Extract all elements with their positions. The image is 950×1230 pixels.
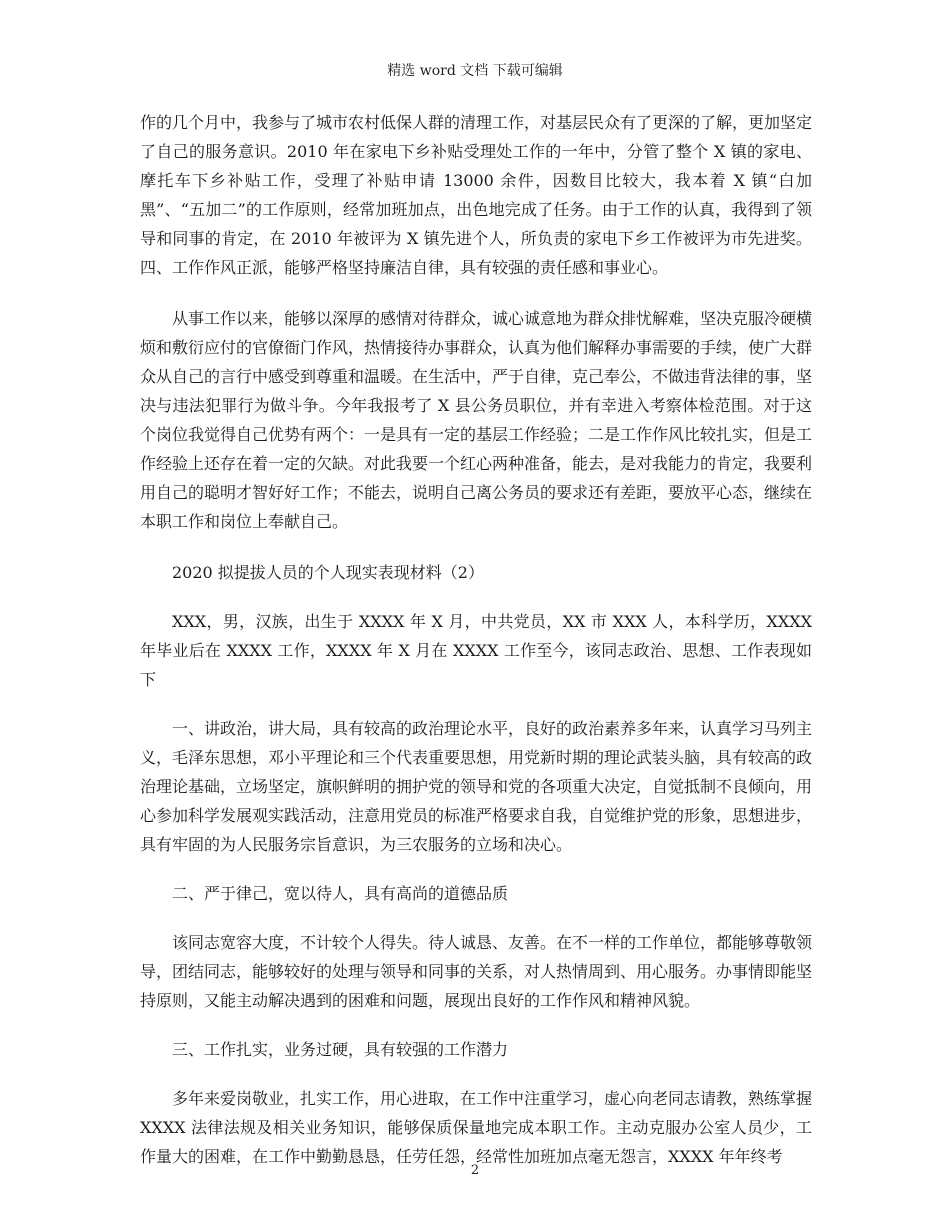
- paragraph-work: 多年来爱岗敬业，扎实工作，用心进取，在工作中注重学习，虚心向老同志请教，熟练掌握 XXXX 法律法规及相关业务知识，能够保质保量地完成本职工作。主动克服办公室人员少，工作量大的困难，在工作中勤勤恳恳，任劳任怨，经常性加班加点毫无怨言，XXXX 年年终考: [140, 1089, 813, 1166]
- paragraph-politics: 一、讲政治，讲大局，具有较高的政治理论水平，良好的政治素养多年来，认真学习马列主义，毛泽东思想，邓小平理论和三个代表重要思想，用党新时期的理论武装头脑，具有较高的政治理论基础，立场坚定，旗帜鲜明的拥护党的领导和党的各项重大决定，自觉抵制不良倾向，用心参加科学发展观实践活动，注意用党员的标准严格要求自我，自觉维护党的形象，思想进步，具有牢固的为人民服务宗旨意识，为三农服务的立场和决心。: [140, 719, 813, 854]
- paragraph-personal-info: XXX，男，汉族，出生于 XXXX 年 X 月，中共党员，XX 市 XXX 人，本科学历，XXXX 年毕业后在 XXXX 工作，XXXX 年 X 月在 XXXX 工作至今，该同志政治、思想、工作表现如下: [140, 612, 812, 689]
- paragraph-discipline: 该同志宽容大度，不计较个人得失。待人诚恳、友善。在不一样的工作单位，都能够尊敬领导，团结同志，能够较好的处理与领导和同事的关系，对人热情周到、用心服务。办事情即能坚持原则，又能主动解决遇到的困难和问题，展现出良好的工作作风和精神风貌。: [140, 933, 813, 1010]
- section-title: 2020 拟提拔人员的个人现实表现材料（2）: [172, 563, 484, 582]
- page-header: 精选 word 文档 下载可编辑: [387, 63, 563, 79]
- paragraph-work-attitude: 从事工作以来，能够以深厚的感情对待群众，诚心诚意地为群众排忧解难，坚决克服冷硬横烦和敷衍应付的官僚衙门作风，热情接待办事群众，认真为他们解释办事需要的手续，使广大群众从自己的言行中感受到尊重和温暖。在生活中，严于自律，克己奉公，不做违背法律的事，坚决与违法犯罪行为做斗争。今年我报考了 X 县公务员职位，并有幸进入考察体检范围。对于这个岗位我觉得自己优势有两个：一是具有一定的基层工作经验；二是工作作风比较扎实，但是工作经验上还存在着一定的欠缺。对此我要一个红心两种准备，能去，是对我能力的肯定，我要利用自己的聪明才智好好工作；不能去，说明自己离公务员的要求还有差距，要放平心态，继续在本职工作和岗位上奉献自己。: [140, 309, 813, 531]
- page-number: 2: [470, 1163, 480, 1178]
- paragraph-continuation: 作的几个月中，我参与了城市农村低保人群的清理工作，对基层民众有了更深的了解，更加坚定了自己的服务意识。2010 年在家电下乡补贴受理处工作的一年中，分管了整个 X 镇的家电、摩托车下乡补贴工作，受理了补贴申请 13000 余件，因数目比较大，我本着 X 镇“白加黑”、“五加二”的工作原则，经常加班加点，出色地完成了任务。由于工作的认真，我得到了领导和同事的肯定，在 2010 年被评为 X 镇先进个人，所负责的家电下乡工作被评为市先进奖。四、工作作风正派，能够严格坚持廉洁自律，具有较强的责任感和事业心。: [140, 113, 813, 277]
- document-body: [140, 108, 812, 1171]
- heading-discipline: 二、严于律己，宽以待人，具有高尚的道德品质: [172, 884, 509, 903]
- heading-work: 三、工作扎实，业务过硬，具有较强的工作潜力: [172, 1040, 509, 1059]
